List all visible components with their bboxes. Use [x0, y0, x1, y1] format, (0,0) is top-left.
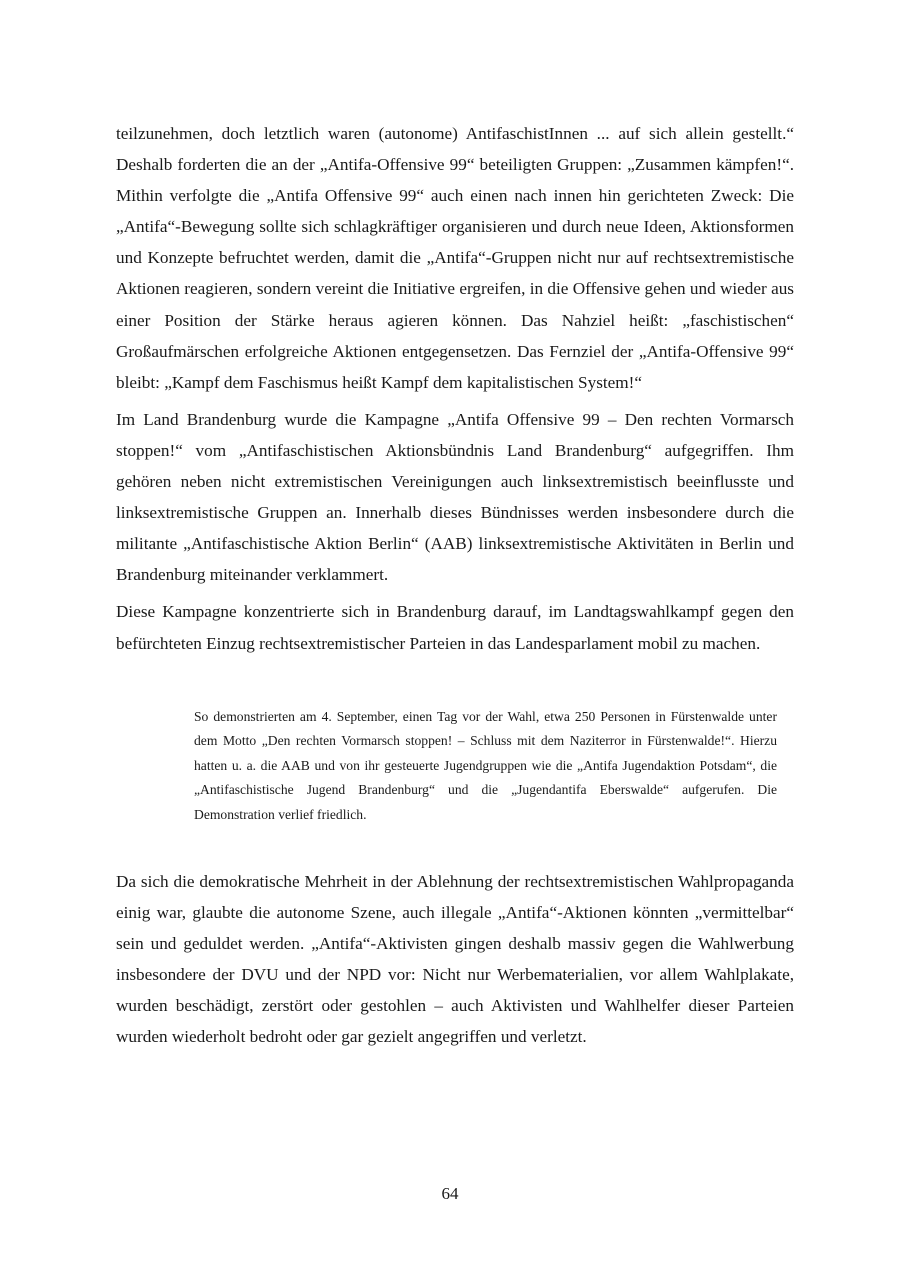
body-paragraph-1: teilzunehmen, doch letztlich waren (autonome) AntifaschistInnen ... auf sich allein gestellt.“ Deshalb forderten die an der „Antifa-Offensive 99“ beteiligten Gruppen: „Zusammen kämpfen!“. Mithin verfolgte die „Antifa Offensive 99“ auch einen nach innen hin gerichteten Zweck: Die „Antifa“-Bewegung sollte sich schlagkräftiger organisieren und durch neue Ideen, Aktionsformen und Konzepte befruchtet werden, damit die „Antifa“-Gruppen nicht nur auf rechtsextremistische Aktionen reagieren, sondern vereint die Initiative ergreifen, in die Offensive gehen und wieder aus einer Position der Stärke heraus agieren können. Das Nahziel heißt: „faschistischen“ Großaufmärschen erfolgreiche Aktionen entgegensetzen. Das Fernziel der „Antifa-Offensive 99“ bleibt: „Kampf dem Faschismus heißt Kampf dem kapitalistischen System!“	[116, 124, 794, 392]
body-paragraph-2: Im Land Brandenburg wurde die Kampagne „Antifa Offensive 99 – Den rechten Vormarsch stoppen!“ vom „Antifaschistischen Aktionsbündnis Land Brandenburg“ aufgegriffen. Ihm gehören neben nicht extremistischen Vereinigungen auch linksextremistisch beeinflusste und linksextremistische Gruppen an. Innerhalb dieses Bündnisses werden insbesondere durch die militante „Antifaschistische Aktion Berlin“ (AAB) linksextremistische Aktivitäten in Berlin und Brandenburg miteinander verklammert.	[116, 409, 794, 585]
page-number: 64	[441, 1184, 459, 1203]
body-paragraph-4: Da sich die demokratische Mehrheit in der Ablehnung der rechtsextremistischen Wahlpropaganda einig war, glaubte die autonome Szene, auch illegale „Antifa“-Aktionen könnten „vermittelbar“ sein und geduldet werden. „Antifa“-Aktivisten gingen deshalb massiv gegen die Wahlwerbung insbesondere der DVU und der NPD vor: Nicht nur Werbematerialien, vor allem Wahlplakate, wurden beschädigt, zerstört oder gestohlen – auch Aktivisten und Wahlhelfer dieser Parteien wurden wiederholt bedroht oder gar gezielt angegriffen und verletzt.	[116, 871, 794, 1047]
document-page	[116, 118, 794, 1052]
indented-quote: So demonstrierten am 4. September, einen Tag vor der Wahl, etwa 250 Personen in Fürstenwalde unter dem Motto „Den rechten Vormarsch stoppen! – Schluss mit dem Naziterror in Fürstenwalde!“. Hierzu hatten u. a. die AAB und von ihr gesteuerte Jugendgruppen wie die „Antifa Jugendaktion Potsdam“, die „Antifaschistische Jugend Brandenburg“ und die „Jugendantifa Eberswalde“ aufgerufen. Die Demonstration verlief friedlich.	[194, 708, 777, 822]
body-paragraph-3: Diese Kampagne konzentrierte sich in Brandenburg darauf, im Landtagswahlkampf gegen den befürchteten Einzug rechtsextremistischer Parteien in das Landesparlament mobil zu machen.	[116, 602, 794, 653]
